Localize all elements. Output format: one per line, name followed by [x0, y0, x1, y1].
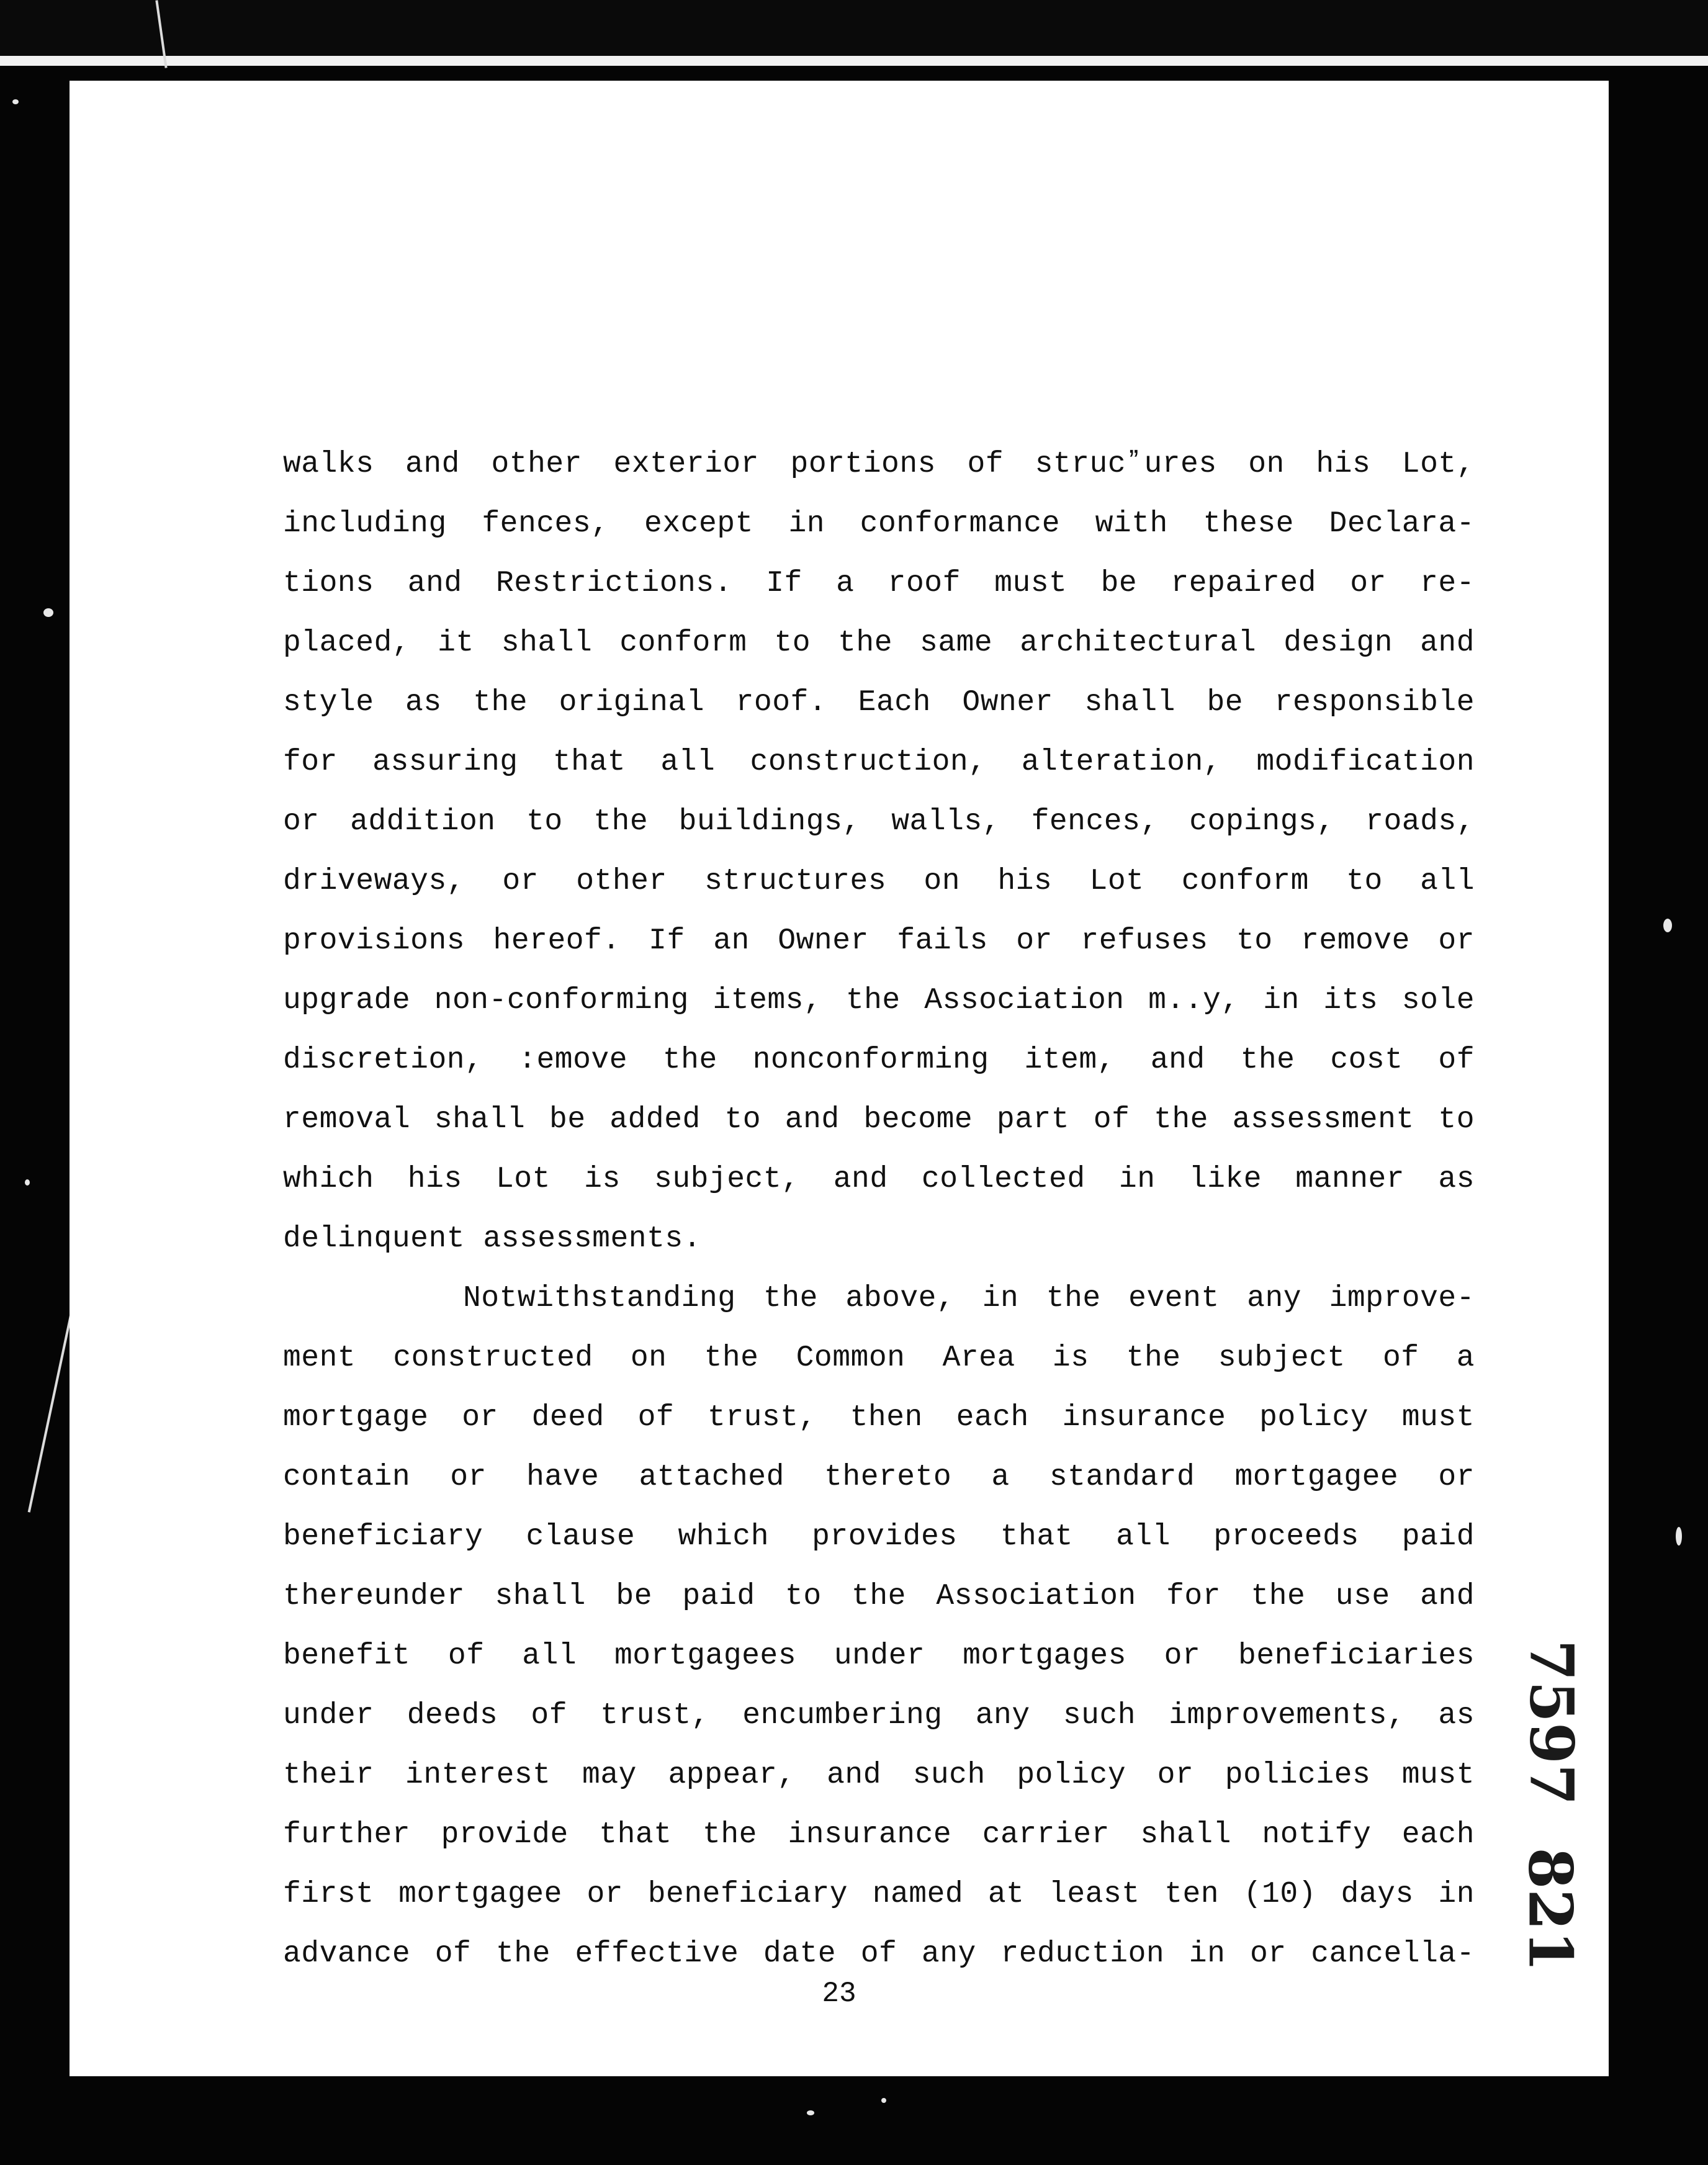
text-line: ment constructed on the Common Area is the subject of a [283, 1341, 1475, 1375]
text-line: style as the original roof. Each Owner shall be responsible [283, 686, 1475, 719]
scan-speck [12, 99, 19, 104]
text-line: delinquent assessments. [283, 1222, 702, 1256]
text-line: walks and other exterior portions of strucˮures on his Lot, [283, 448, 1475, 481]
text-line: first mortgagee or beneficiary named at least ten (10) days in [283, 1878, 1475, 1911]
scan-speck [25, 1179, 30, 1186]
text-line: contain or have attached thereto a standard mortgagee or [283, 1461, 1475, 1494]
scan-speck [1663, 919, 1672, 932]
recording-stamp-page: 821 [1515, 1847, 1586, 1972]
scan-edge-line [0, 56, 1708, 66]
text-line: benefit of all mortgagees under mortgages or beneficiaries [283, 1639, 1475, 1673]
scan-scratch [28, 1305, 74, 1512]
scan-speck [881, 2098, 886, 2103]
text-line: beneficiary clause which provides that all proceeds paid [283, 1520, 1475, 1554]
text-line: for assuring that all construction, alteration, modification [283, 745, 1475, 779]
text-line: under deeds of trust, encumbering any such improvements, as [283, 1699, 1475, 1732]
text-line: placed, it shall conform to the same architectural design and [283, 626, 1475, 660]
recording-stamp-book: 7597 [1516, 1639, 1587, 1806]
scan-speck [43, 608, 53, 617]
body-text [283, 434, 1475, 1984]
text-line: driveways, or other structures on his Lot conform to all [283, 865, 1475, 898]
text-line: upgrade non-conforming items, the Association m..y, in its sole [283, 984, 1475, 1017]
text-line: thereunder shall be paid to the Association for the use and [283, 1580, 1475, 1613]
document-page [70, 81, 1609, 2076]
scan-top-border [0, 0, 1708, 57]
text-line: mortgage or deed of trust, then each insurance policy must [283, 1401, 1475, 1434]
text-line: including fences, except in conformance with these Declara- [283, 507, 1475, 541]
text-line: tions and Restrictions. If a roof must be repaired or re- [283, 567, 1475, 600]
text-line: further provide that the insurance carrier shall notify each [283, 1818, 1475, 1852]
text-line: provisions hereof. If an Owner fails or refuses to remove or [283, 924, 1475, 958]
scan-speck [807, 2110, 814, 2115]
text-line: advance of the effective date of any reduction in or cancella- [283, 1937, 1475, 1971]
text-line: their interest may appear, and such policy or policies must [283, 1758, 1475, 1792]
text-line: or addition to the buildings, walls, fences, copings, roads, [283, 805, 1475, 839]
text-line: which his Lot is subject, and collected in like manner as [283, 1163, 1475, 1196]
text-line: discretion, :emove the nonconforming item, and the cost of [283, 1043, 1475, 1077]
scan-speck [1676, 1527, 1682, 1546]
page-number: 23 [822, 1978, 856, 2010]
text-line: removal shall be added to and become part of the assessment to [283, 1103, 1475, 1137]
paragraph-first-line: Notwithstanding the above, in the event any improve- [463, 1282, 1475, 1315]
